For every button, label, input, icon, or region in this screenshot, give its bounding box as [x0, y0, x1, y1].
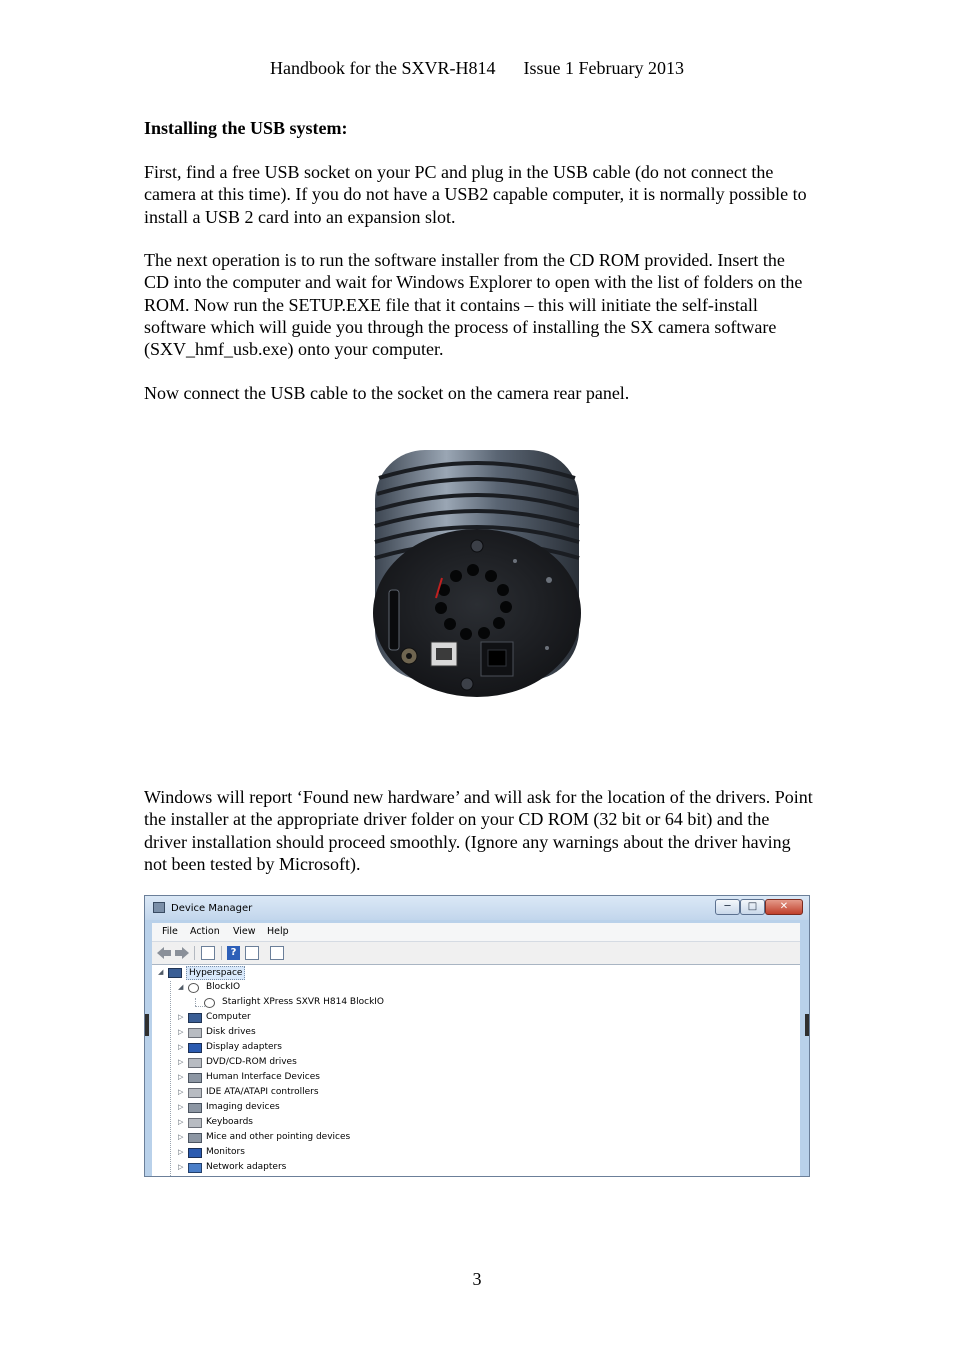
- monitor-icon: [188, 1148, 202, 1158]
- mouse-icon: [188, 1133, 202, 1143]
- toolbar-separator: [221, 946, 222, 960]
- dvd-drive-icon: [188, 1058, 202, 1068]
- imaging-device-icon: [188, 1103, 202, 1113]
- usb-icon: [204, 998, 215, 1008]
- forward-arrow-icon[interactable]: [174, 946, 190, 960]
- section-heading: Installing the USB system:: [144, 118, 348, 138]
- minimize-button[interactable]: ─: [715, 899, 740, 915]
- keyboard-icon: [188, 1118, 202, 1128]
- network-adapter-icon: [188, 1163, 202, 1173]
- maximize-button[interactable]: □: [740, 899, 765, 915]
- paragraph-found-new-hardware: Windows will report ‘Found new hardware’ and will ask for the location of the drivers. Point the installer at the appropriate driver folder on your CD ROM (32 bit or 64 bit) and the driver installation should proceed smoothly. (Ignore any warnings about the driver having not been tested by Microsoft).: [144, 787, 813, 874]
- device-manager-window: [144, 895, 810, 1177]
- expand-arrow-icon[interactable]: ▷: [178, 1073, 184, 1081]
- expand-arrow-icon[interactable]: ▷: [178, 1028, 184, 1036]
- expand-arrow-icon[interactable]: ▷: [178, 1148, 184, 1156]
- collapse-arrow-icon[interactable]: ◢: [178, 983, 184, 991]
- menu-view[interactable]: View: [233, 926, 256, 937]
- ide-controller-icon: [188, 1088, 202, 1098]
- disk-drive-icon: [188, 1028, 202, 1038]
- properties-icon[interactable]: [201, 946, 215, 960]
- tree-guide-line: [170, 981, 171, 1177]
- paragraph-software-installer: The next operation is to run the software installer from the CD ROM provided. Insert the CD into the computer and wait for Windows Explorer to open with the list of folders on the ROM. Now run the SETUP.EXE file that it contains – this will initiate the self-install software which will guide you through the process of installing the SX camera software (SXV_hmf_usb.exe) onto your computer.: [144, 250, 803, 360]
- expand-arrow-icon[interactable]: ▷: [178, 1088, 184, 1096]
- issue-date: Issue 1 February 2013: [523, 58, 684, 78]
- tree-guide-line: [195, 998, 196, 1006]
- hid-icon: [188, 1073, 202, 1083]
- tree-guide-line: [195, 1006, 205, 1007]
- page-number: 3: [472, 1269, 482, 1289]
- menu-file[interactable]: File: [162, 926, 178, 937]
- collapse-arrow-icon[interactable]: ◢: [158, 968, 164, 976]
- scan-hardware-icon[interactable]: [270, 946, 284, 960]
- title-bar: [145, 896, 809, 920]
- menu-help[interactable]: Help: [267, 926, 289, 937]
- page-header: [0, 58, 954, 79]
- device-tree: ◢ Hyperspace ◢ BlockIO Starlight XPress SXVR H814 BlockIO ▷ Computer ▷ Disk drives ▷ Display adapters ▷ DVD/CD-ROM drives ▷ Human Interface Devices ▷ IDE ATA/ATAPI controllers ▷ Imaging devices ▷ Keyboards ▷ Mice and other pointing devices ▷ Monitors ▷ Network adapters: [152, 965, 800, 1177]
- computer-icon: [188, 1013, 202, 1023]
- expand-arrow-icon[interactable]: ▷: [178, 1118, 184, 1126]
- paragraph-connect-cable: Now connect the USB cable to the socket on the camera rear panel.: [144, 383, 630, 403]
- usb-icon: [188, 983, 199, 993]
- expand-arrow-icon[interactable]: ▷: [178, 1163, 184, 1171]
- action-pane-icon[interactable]: [245, 946, 259, 960]
- expand-arrow-icon[interactable]: ▷: [178, 1013, 184, 1021]
- menu-action[interactable]: Action: [190, 926, 220, 937]
- paragraph-usb-socket: First, find a free USB socket on your PC and plug in the USB cable (do not connect the camera at this time). If you do not have a USB2 capable computer, it is normally possible to install a USB 2 card into an expansion slot.: [144, 162, 807, 227]
- expand-arrow-icon[interactable]: ▷: [178, 1133, 184, 1141]
- expand-arrow-icon[interactable]: ▷: [178, 1058, 184, 1066]
- display-adapter-icon: [188, 1043, 202, 1053]
- handbook-title: Handbook for the SXVR-H814: [270, 58, 496, 78]
- window-edge-right: [805, 1014, 809, 1036]
- toolbar: [152, 942, 800, 965]
- expand-arrow-icon[interactable]: ▷: [178, 1103, 184, 1111]
- close-button[interactable]: ✕: [765, 899, 803, 915]
- help-icon[interactable]: ?: [227, 946, 240, 960]
- camera-rear-panel-photo: [323, 430, 637, 741]
- expand-arrow-icon[interactable]: ▷: [178, 1043, 184, 1051]
- menu-bar: [152, 923, 800, 942]
- device-manager-icon: [153, 902, 165, 913]
- window-edge-left: [145, 1014, 149, 1036]
- toolbar-separator: [194, 946, 195, 960]
- window-title: Device Manager: [171, 903, 253, 914]
- back-arrow-icon[interactable]: [156, 946, 172, 960]
- computer-icon: [168, 968, 182, 978]
